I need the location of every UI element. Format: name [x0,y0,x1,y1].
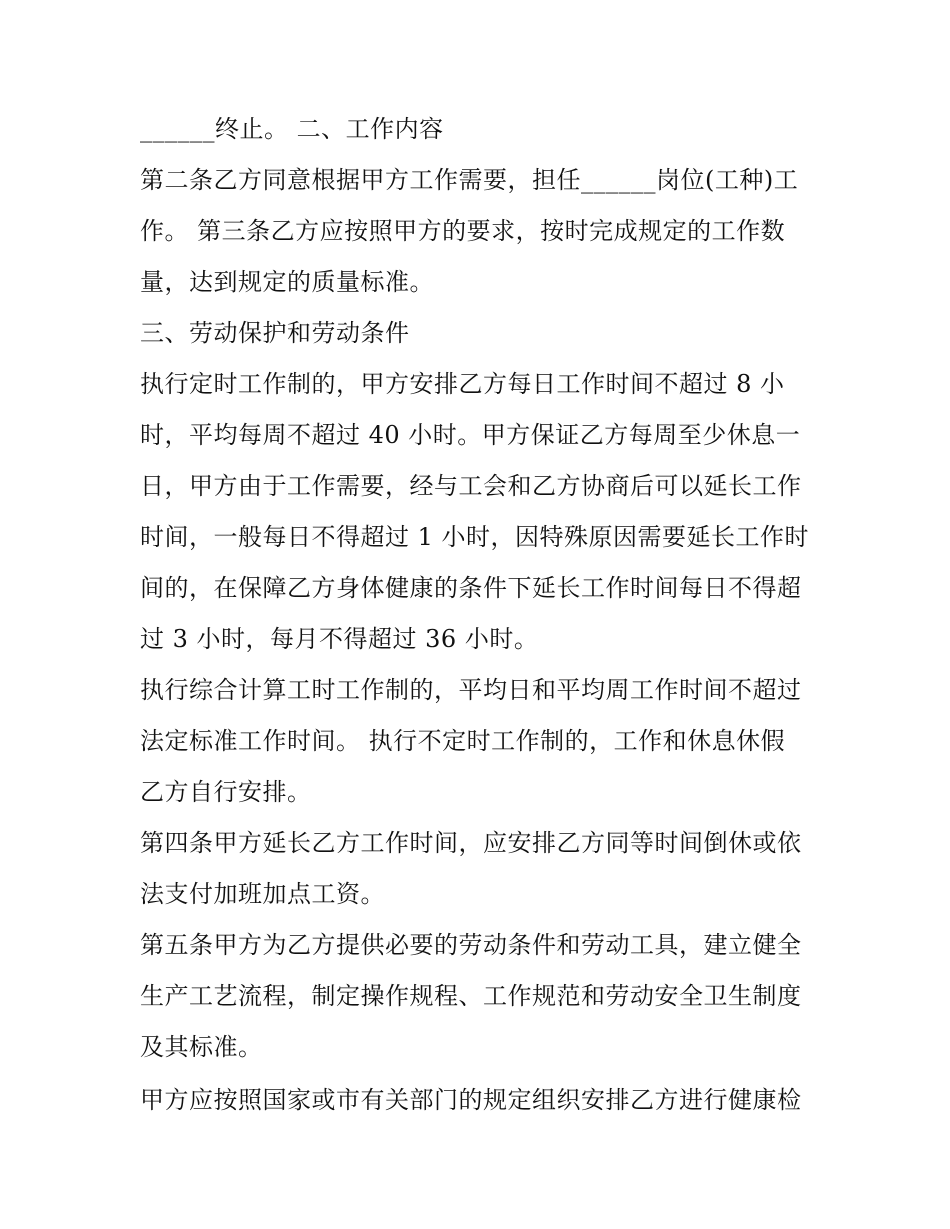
text-line: 第二条乙方同意根据甲方工作需要，担任______岗位(工种)工 [140,166,799,194]
document-body [140,104,820,1126]
text-line: 时，平均每周不超过 40 小时。甲方保证乙方每周至少休息一 [140,421,801,449]
text-line: 量，达到规定的质量标准。 [140,268,434,296]
text-line: 过 3 小时，每月不得超过 36 小时。 [140,625,539,653]
text-line: 法定标准工作时间。 执行不定时工作制的，工作和休息休假 [140,727,786,755]
text-line: 执行综合计算工时工作制的，平均日和平均周工作时间不超过 [140,676,802,704]
text-line: 第四条甲方延长乙方工作时间，应安排乙方同等时间倒休或依 [140,829,802,857]
text-line: 第五条甲方为乙方提供必要的劳动条件和劳动工具，建立健全 [140,931,802,959]
text-line: ______终止。 二、工作内容 [140,115,444,143]
text-line: 日，甲方由于工作需要，经与工会和乙方协商后可以延长工作 [140,472,802,500]
text-line: 间的，在保障乙方身体健康的条件下延长工作时间每日不得超 [140,574,802,602]
text-line: 及其标准。 [140,1033,263,1061]
text-line: 时间，一般每日不得超过 1 小时，因特殊原因需要延长工作时 [140,523,810,551]
text-line: 乙方自行安排。 [140,778,312,806]
text-line: 作。 第三条乙方应按照甲方的要求，按时完成规定的工作数 [140,217,786,245]
text-line: 法支付加班加点工资。 [140,880,385,908]
text-line: 三、劳动保护和劳动条件 [140,319,410,347]
text-line: 执行定时工作制的，甲方安排乙方每日工作时间不超过 8 小 [140,370,785,398]
text-line: 甲方应按照国家或市有关部门的规定组织安排乙方进行健康检 [140,1086,802,1114]
text-line: 生产工艺流程，制定操作规程、工作规范和劳动安全卫生制度 [140,982,802,1010]
